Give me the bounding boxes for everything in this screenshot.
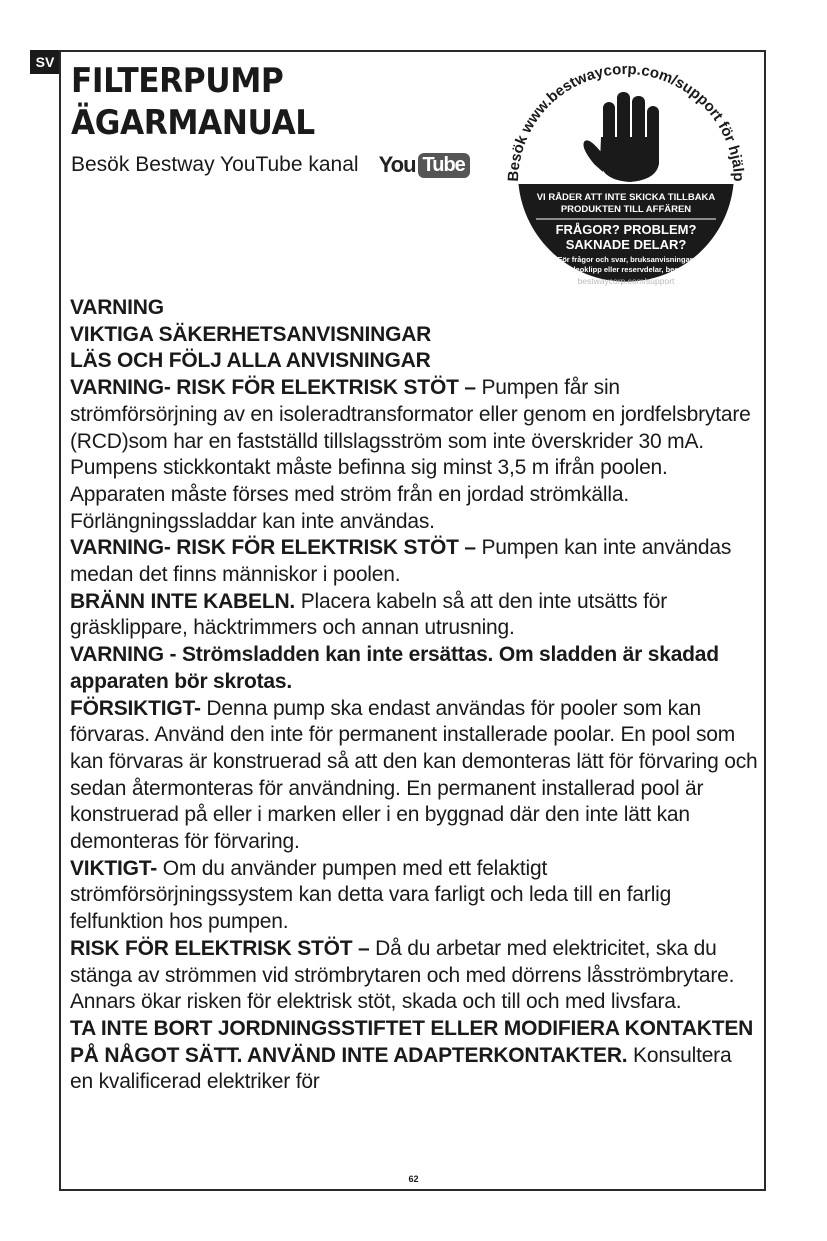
paragraph-people-in-pool: VARNING- RISK FÖR ELEKTRISK STÖT – Pumpen kan inte användas medan det finns människor i poolen. [70,536,732,587]
paragraph-risk-electric-shock: RISK FÖR ELEKTRISK STÖT – Då du arbetar med elektricitet, ska du stänga av strömmen vid strömbrytaren och med dörrens låsströmbrytare. Annars ökar risken för elektrisk stöt, skada och till och med livsfara. [70,936,735,1014]
warning-heading-2: VIKTIGA SÄKERHETSANVISNINGAR [70,322,432,346]
youtube-logo-you: You [378,152,416,177]
title-line-1: FILTERPUMP [71,61,284,101]
badge-info-line-1: För frågor och svar, bruksanvisningar, [557,255,695,264]
badge-url: bestwaycorp.com/support [577,276,675,286]
page-title [71,60,315,144]
paragraph-electric-shock-supply: VARNING- RISK FÖR ELEKTRISK STÖT – Pumpen får sin strömförsörjning av en isoleradtransformator eller genom en jordfelsbrytare (RCD)som har en fastställd tillslagsström som inte överskrider 30 mA. [70,376,751,453]
warning-heading-1: VARNING [70,296,164,319]
paragraph-cord-replacement: VARNING - Strömsladden kan inte ersättas. Om sladden är skadad apparaten bör skrotas. [70,643,719,693]
badge-warning-line-1: VI RÅDER ATT INTE SKICKA TILLBAKA [536,192,716,203]
paragraph-caution-storable-pools: FÖRSIKTIGT- Denna pump ska endast användas för pooler som kan förvaras. Använd den inte för permanent installerade poolar. En pool som kan förvaras är konstruerad så att den kan demonteras lätt för förvaring och sedan återmonteras för användning. En permanent installerad pool är konstruerad på eller i marken eller i en byggnad där den inte lätt kan demonteras för förvaring. [70,696,758,854]
youtube-text: Besök Bestway YouTube kanal [71,153,359,176]
page-number: 62 [408,1174,419,1184]
safety-text [70,295,760,1096]
badge-question-line-1: FRÅGOR? PROBLEM? [555,222,697,237]
language-tab: SV [30,50,60,74]
paragraph-plug-distance: Pumpens stickkontakt måste befinna sig minst 3,5 m ifrån poolen. Apparaten måste förses med ström från en jordad strömkälla. Förlängningssladdar kan inte användas. [70,456,668,533]
warning-heading-3: LÄS OCH FÖLJ ALLA ANVISNINGAR [70,349,431,373]
badge-arc-text: Besök www.bestwaycorp.com/support för hjälp [504,60,748,182]
youtube-logo [379,152,470,178]
support-badge [488,52,764,302]
paragraph-grounding-pin: TA INTE BORT JORDNINGSSTIFTET ELLER MODIFIERA KONTAKTEN PÅ NÅGOT SÄTT. ANVÄND INTE ADAPTERKONTAKTER. Konsultera en kvalificerad elektriker för [70,1016,754,1094]
paragraph-cable: BRÄNN INTE KABELN. Placera kabeln så att den inte utsätts för gräsklippare, häcktrimmers och annan utrusning. [70,589,668,640]
badge-info-line-2: videoklipp eller reservdelar, besök [564,265,688,274]
youtube-line [71,152,470,178]
title-line-2: ÄGARMANUAL [71,103,315,143]
youtube-logo-tube: Tube [418,153,470,178]
badge-question-line-2: SAKNADE DELAR? [565,237,687,252]
badge-warning-line-2: PRODUKTEN TILL AFFÄREN [560,204,692,215]
paragraph-important-power-system: VIKTIGT- Om du använder pumpen med ett felaktigt strömförsörjningssystem kan detta vara farligt och leda till en farlig felfunktion hos pumpen. [70,856,672,934]
